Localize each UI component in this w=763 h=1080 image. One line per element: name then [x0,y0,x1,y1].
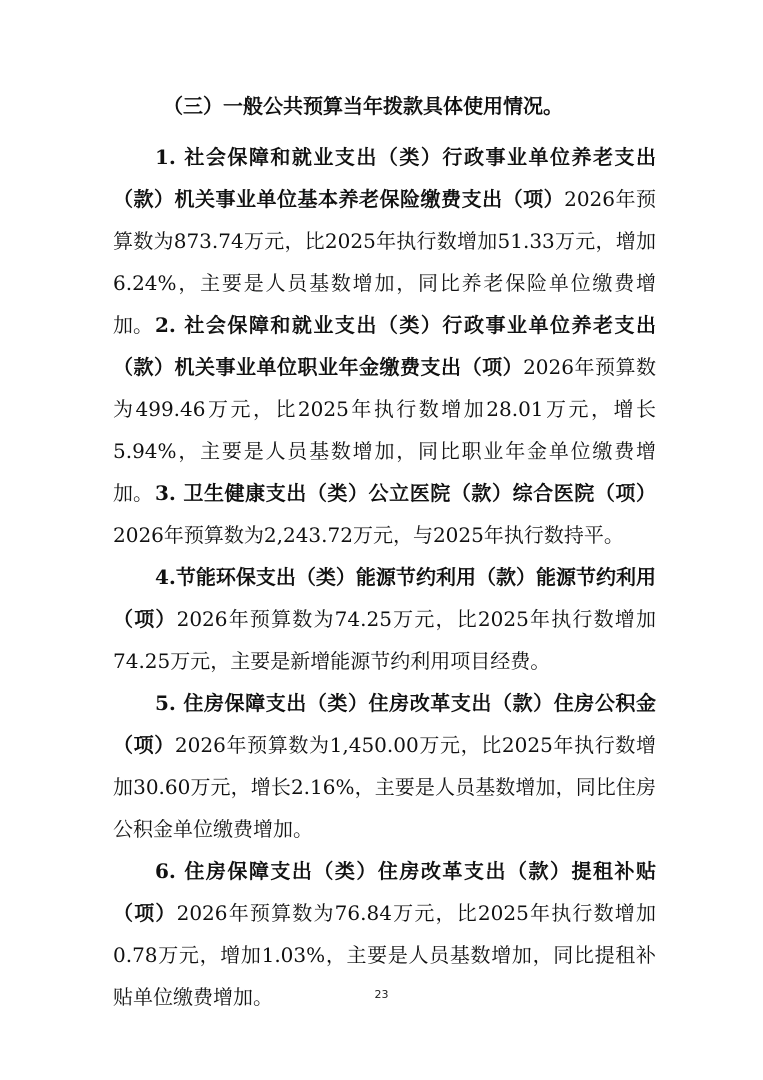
item-6-title: 6. 住房保障支出（类）住房改革支出（款）提租补贴（项） [113,859,656,925]
item-5-body: 2026年预算数为1,450.00万元，比2025年执行数增加30.60万元，增长2.16%，主要是人员基数增加，同比住房公积金单位缴费增加。 [113,733,657,841]
item-3-body: 2026年预算数为2,243.72万元，与2025年执行数持平。 [113,523,624,547]
item-4-title: 4.节能环保支出（类）能源节约利用（款）能源节约利用（项） [113,565,656,631]
item-2-body: 2026年预算数为499.46万元，比2025年执行数增加28.01万元，增长5.94%，主要是人员基数增加，同比职业年金单位缴费增加。 [113,355,656,505]
item-1-body: 2026年预算数为873.74万元，比2025年执行数增加51.33万元，增加6.24%，主要是人员基数增加，同比养老保险单位缴费增加。 [113,187,656,337]
item-3-title: 3. 卫生健康支出（类）公立医院（款）综合医院（项） [155,481,656,505]
item-5-title: 5. 住房保障支出（类）住房改革支出（款）住房公积金（项） [113,691,656,757]
section-heading: （三）一般公共预算当年拨款具体使用情况。 [163,94,563,118]
item-2-title: 2. 社会保障和就业支出（类）行政事业单位养老支出（款）机关事业单位职业年金缴费支出（项） [113,313,656,379]
item-1-title: 1. 社会保障和就业支出（类）行政事业单位养老支出（款）机关事业单位基本养老保险缴费支出（项） [113,145,656,211]
paragraph-item-4 [113,556,656,682]
paragraph-item-3 [113,472,656,556]
paragraph-item-5 [113,682,656,850]
item-4-body: 2026年预算数为74.25万元，比2025年执行数增加74.25万元，主要是新增能源节约利用项目经费。 [113,607,656,673]
item-6-body: 2026年预算数为76.84万元，比2025年执行数增加0.78万元，增加1.03%，主要是人员基数增加，同比提租补贴单位缴费增加。 [113,901,656,1009]
page-number: 23 [374,988,389,1001]
